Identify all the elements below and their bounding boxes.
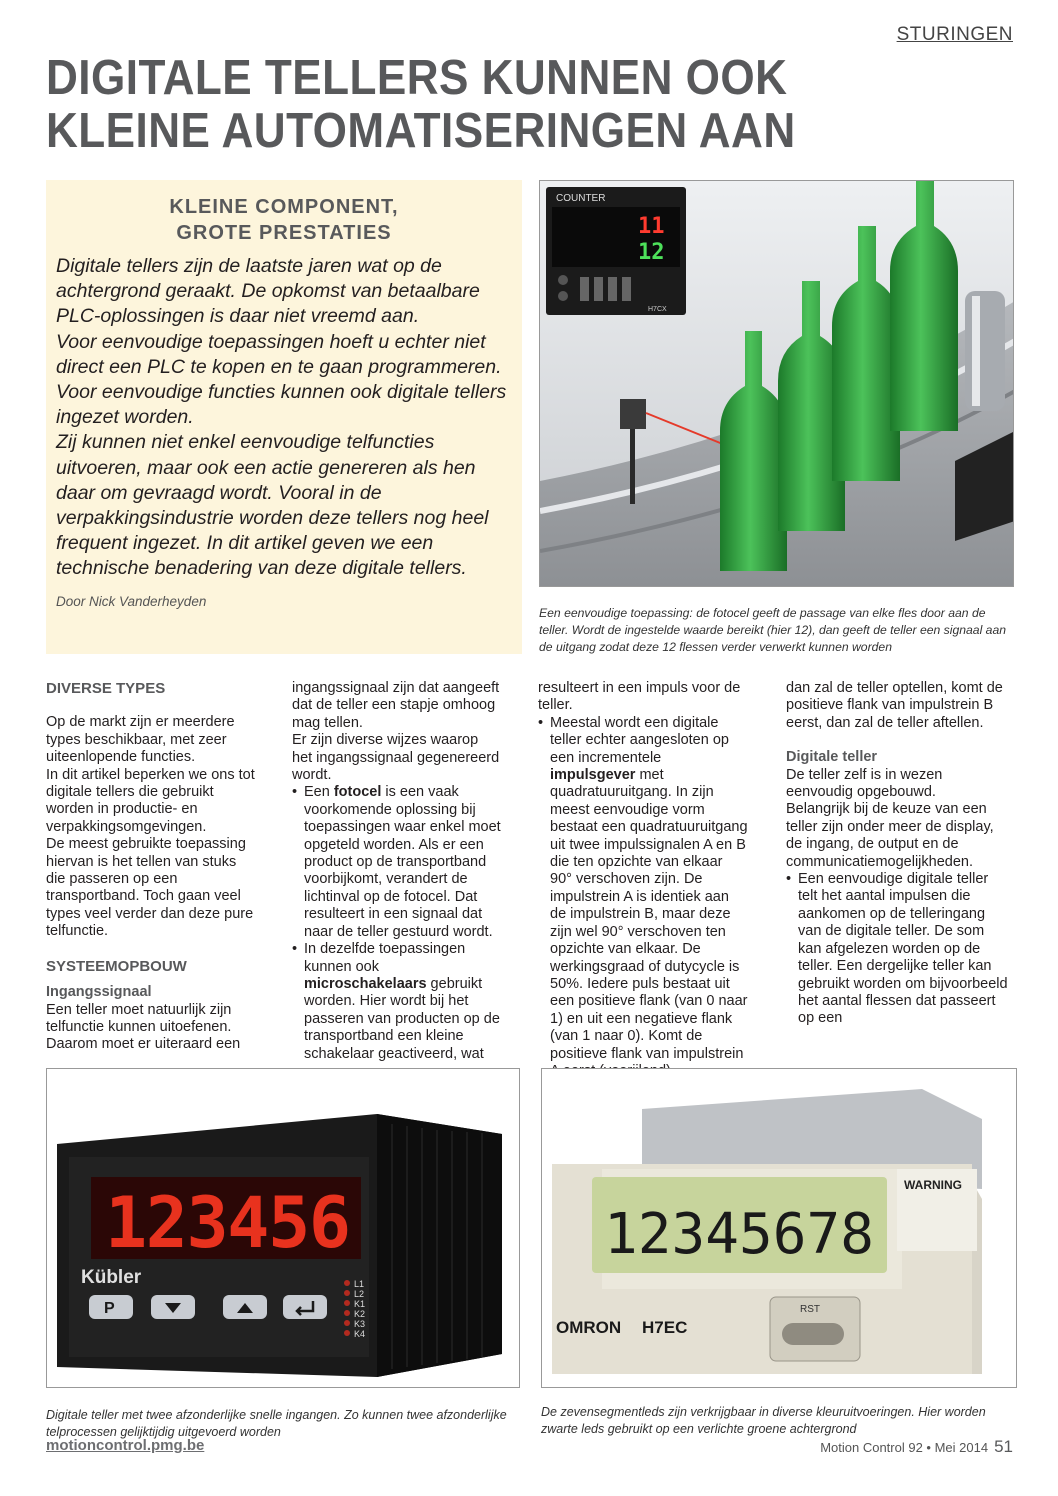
keyword-impulsgever: impulsgever bbox=[550, 767, 636, 784]
keyword-fotocel: fotocel bbox=[333, 784, 382, 801]
intro-box bbox=[46, 180, 522, 654]
text: gebruikt worden. Hier wordt bij het passeren van producten op de transportband een kleine schakelaar geactiveerd, wat bbox=[304, 975, 500, 1062]
page-title bbox=[46, 52, 910, 158]
article-column-1 bbox=[46, 680, 256, 1054]
paragraph: ingangssignaal zijn dat aangeeft dat de teller een stapje omhoog mag tellen. bbox=[292, 680, 500, 731]
intro-paragraph: Voor eenvoudige toepassingen hoeft u echter niet direct een PLC te kopen en te gaan programmeren. Voor eenvoudige functies kunnen ook digitale tellers ingezet worden. bbox=[56, 330, 507, 429]
article-column-4 bbox=[786, 680, 1008, 1028]
article-column-3 bbox=[538, 680, 748, 1080]
paragraph: resulteert in een impuls voor de teller. bbox=[538, 680, 741, 714]
led-label: L2 bbox=[354, 1289, 365, 1299]
subheading-digitale-teller: Digitale teller bbox=[786, 749, 878, 766]
article-column-2 bbox=[292, 680, 502, 1063]
paragraph: Een teller moet natuurlijk zijn telfunctie kunnen uitoefenen. Daarom moet er uiteraard een bbox=[46, 1001, 241, 1053]
intro-text bbox=[56, 254, 516, 582]
led-label: K3 bbox=[354, 1319, 366, 1329]
photo-omron-caption: De zevensegmentleds zijn verkrijgbaar in diverse kleuruitvoeringen. Hier worden zwarte leds gebruikt op een verlichte groene achtergrond bbox=[541, 1405, 986, 1436]
enter-button bbox=[283, 1295, 327, 1319]
rst-label: RST bbox=[800, 1304, 820, 1315]
rst-button bbox=[782, 1323, 844, 1345]
bottle-conveyor-illustration bbox=[540, 181, 1014, 587]
bullet-impulsgever bbox=[538, 715, 748, 1081]
p-button-label: P bbox=[104, 1300, 115, 1317]
led-label: L1 bbox=[354, 1279, 365, 1289]
subheading-ingangssignaal: Ingangssignaal bbox=[46, 984, 152, 1001]
paragraph: Op de markt zijn er meerdere types beschikbaar, met zeer uiteenlopende functies. bbox=[46, 714, 235, 766]
paragraph: De meest gebruikte toepassing hiervan is het tellen van stuks die passeren op een transportband. Toch gaan veel types veel verder dan deze pure telfunctie. bbox=[46, 836, 254, 940]
text: is een vaak voorkomende oplossing bij toepassingen waar enkel moet opgeteld worden. Als er een product op de transportband voorbijkomt, verandert de lichtinval op de fotocel. Dat resulteert in een signaal dat naar de teller gestuurd wordt. bbox=[304, 784, 501, 940]
led-label: K2 bbox=[354, 1309, 366, 1319]
section-label: STURINGEN bbox=[896, 24, 1013, 45]
omron-brand: OMRON bbox=[556, 1318, 622, 1337]
counter-display-top: 11 bbox=[638, 214, 665, 239]
heading-systeemopbouw: SYSTEEMOPBOUW bbox=[46, 957, 187, 975]
bullet-eenvoudige-teller: • Een eenvoudige digitale teller telt het aantal impulsen die aankomen op de telleringang van de digitale teller. De som kan afgelezen worden op de teller. Een dergelijke teller kan gebruikt worden om bijvoorbeeld het aantal flessen dat passeert op een bbox=[786, 871, 1008, 1028]
photo-top-caption: Een eenvoudige toepassing: de fotocel geeft de passage van elke fles door aan de teller. Wordt de ingestelde waarde bereikt (hier 12), dan geeft de teller een signaal aan de uitgang zodat deze 12 flessen verder verwerkt kunnen worden bbox=[539, 606, 1007, 654]
counter-display-bottom: 12 bbox=[638, 240, 665, 265]
led-label: K1 bbox=[354, 1299, 366, 1309]
led-label: K4 bbox=[354, 1329, 366, 1339]
omron-counter-photo bbox=[541, 1068, 1017, 1388]
byline: Door Nick Vanderheyden bbox=[56, 594, 207, 609]
intro-paragraph: Digitale tellers zijn de laatste jaren wat op de achtergrond geraakt. De opkomst van betaalbare PLC-oplossingen is daar niet vreemd aan. bbox=[56, 255, 480, 328]
text: Meestal wordt een digitale teller echter aangesloten op een incrementele bbox=[550, 714, 729, 766]
text: Een bbox=[304, 784, 334, 801]
footer-website-link[interactable]: motioncontrol.pmg.be bbox=[46, 1437, 205, 1454]
paragraph: In dit artikel beperken we ons tot digitale tellers die gebruikt worden in productie- en verpakkingsomgevingen. bbox=[46, 766, 255, 835]
counter-label: COUNTER bbox=[556, 193, 606, 204]
kubler-brand: Kübler bbox=[81, 1267, 142, 1288]
footer-issue bbox=[820, 1437, 1013, 1457]
photo-kubler-caption: Digitale teller met twee afzonderlijke snelle ingangen. Zo kunnen twee afzonderlijke telprocessen gelijktijdig uitgevoerd worden bbox=[46, 1408, 507, 1439]
paragraph: dan zal de teller optellen, komt de positieve flank van impulstrein B eerst, dan zal de teller aftellen. bbox=[786, 680, 1003, 731]
issue-text: Motion Control 92 • Mei 2014 bbox=[820, 1440, 989, 1455]
omron-counter-illustration bbox=[542, 1069, 1017, 1388]
title-line-1: DIGITALE TELLERS KUNNEN OOK bbox=[46, 51, 788, 105]
heading-diverse-types: DIVERSE TYPES bbox=[46, 680, 166, 697]
keyword-microschakelaars: microschakelaars bbox=[304, 975, 427, 992]
metal-can bbox=[965, 291, 1005, 411]
text: In dezelfde toepassingen kunnen ook bbox=[304, 941, 466, 975]
kubler-digits: 123456 bbox=[105, 1182, 351, 1264]
intro-heading-line-1: KLEINE COMPONENT, bbox=[169, 196, 399, 218]
kubler-counter-photo bbox=[46, 1068, 520, 1388]
paragraph: De teller zelf is in wezen eenvoudig opgebouwd. bbox=[786, 766, 943, 801]
text: met quadratuuruitgang. In zijn meest eenvoudige vorm bestaat een quadratuuruitgang uit twee impulssignalen A en B die ten opzichte van elkaar 90° verschoven zijn. De impulstrein A is identiek aan de impulstrein B, maar deze zijn wel 90° verschoven ten opzichte van elkaar. De werkingsgraad of dutycycle is 50%. Iedere puls bestaat uit een positieve flank (van 0 naar 1) en uit een negatieve flank (van 1 naar 0). Komt de positieve flank van impulstrein bbox=[550, 767, 748, 1062]
intro-paragraph: Zij kunnen niet enkel eenvoudige telfuncties uitvoeren, maar ook een actie genereren als hen daar om gevraagd wordt. Vooral in de verpakkingsindustrie worden deze tellers nog heel frequent ingezet. In dit artikel geven we een technische benadering van deze digitale tellers. bbox=[56, 431, 489, 580]
photocell bbox=[620, 399, 646, 429]
intro-heading bbox=[46, 194, 522, 246]
bullet-fotocel bbox=[292, 784, 502, 941]
omron-model: H7EC bbox=[642, 1318, 688, 1337]
omron-warning: WARNING bbox=[904, 1178, 962, 1192]
intro-heading-line-2: GROTE PRESTATIES bbox=[176, 222, 392, 244]
kubler-counter-illustration bbox=[47, 1069, 520, 1388]
counter-brand: H7CX bbox=[648, 306, 667, 313]
paragraph: Belangrijk bij de keuze van een teller zijn onder meer de display, de ingang, de output en de communicatiemogelijkheden. bbox=[786, 801, 994, 870]
paragraph: Er zijn diverse wijzes waarop het ingangssignaal gegenereerd wordt. bbox=[292, 732, 500, 784]
page-number: 51 bbox=[994, 1437, 1013, 1456]
omron-digits: 12345678 bbox=[604, 1202, 874, 1267]
title-line-2: KLEINE AUTOMATISERINGEN AAN bbox=[46, 104, 796, 158]
bottle-conveyor-photo bbox=[539, 180, 1014, 587]
bullet-microschakelaars bbox=[292, 941, 502, 1063]
